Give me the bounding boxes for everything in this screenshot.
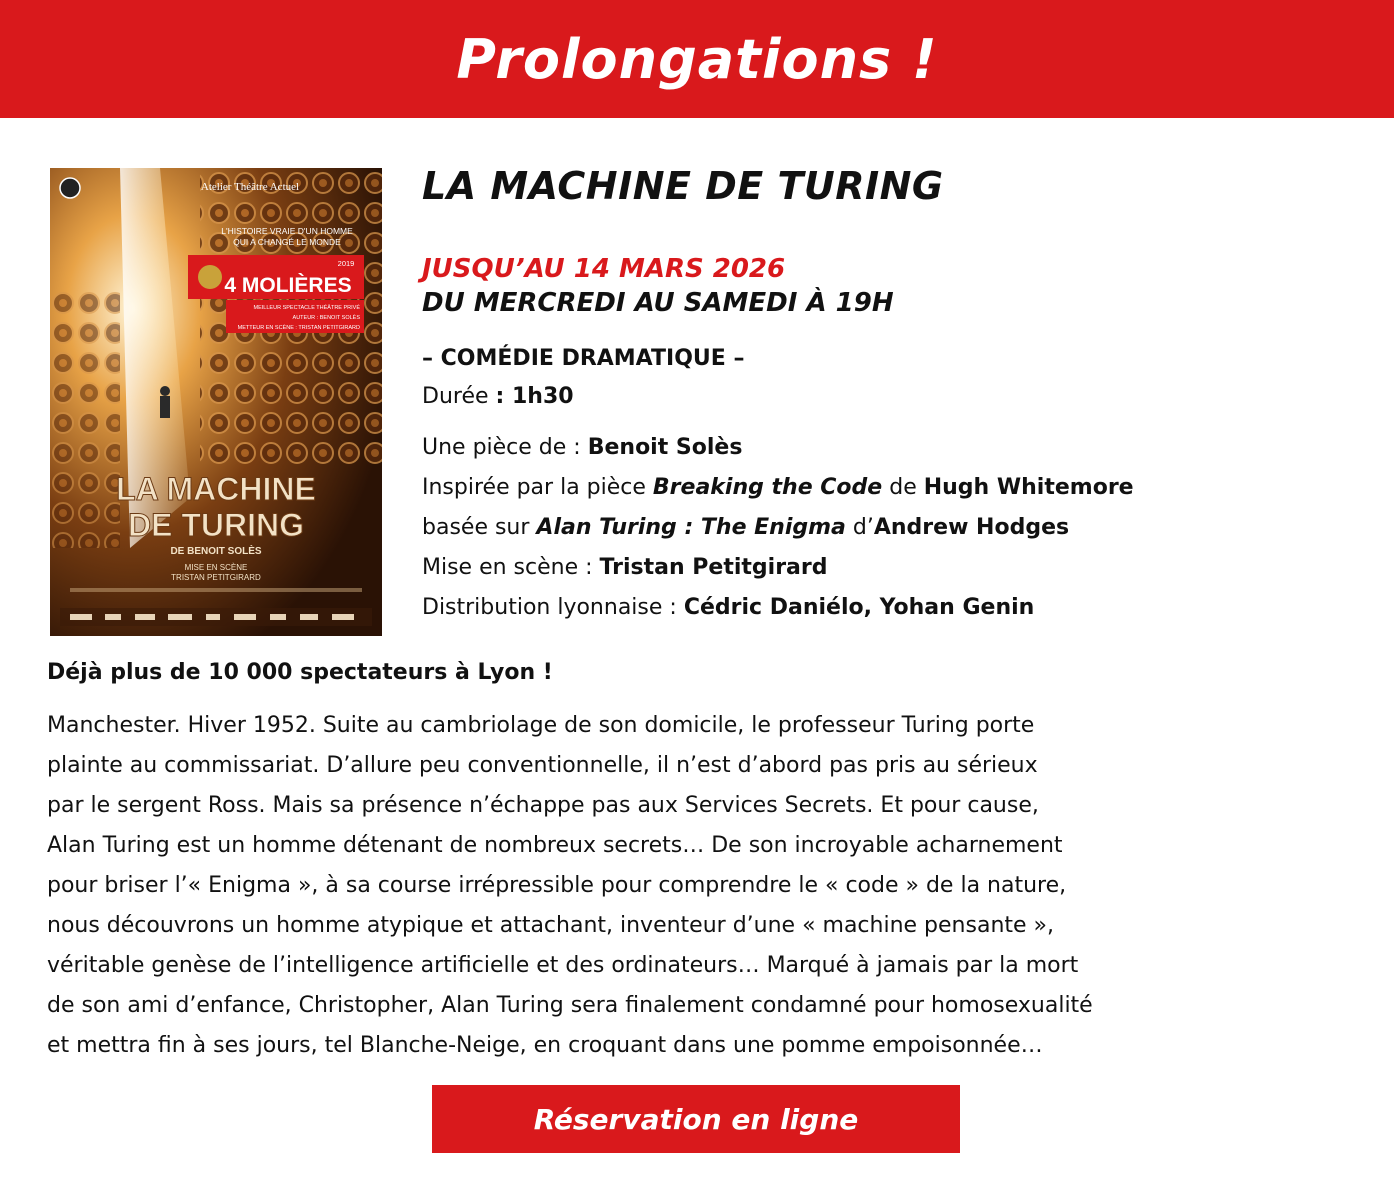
online-booking-label: Réservation en ligne: [533, 1102, 859, 1136]
poster-byline: DE BENOIT SOLÈS: [170, 546, 262, 557]
credit-source-work: Alan Turing : The Enigma: [536, 515, 846, 540]
credit-cast-label: Distribution lyonnaise :: [422, 595, 684, 620]
synopsis-line: de son ami d’enfance, Christopher, Alan Turing sera finalement condamné pour homosexualité: [47, 993, 1093, 1018]
poster-award-line-2: AUTEUR : BENOIT SOLÈS: [292, 315, 360, 321]
credit-author-name: Benoit Solès: [587, 435, 743, 460]
run-end-date: JUSQU’AU 14 MARS 2026: [422, 254, 786, 284]
credit-inspiration: [422, 468, 1372, 508]
credit-author-label: Une pièce de :: [422, 435, 588, 460]
credits-block: [422, 428, 1372, 628]
poster-award-year: 2019: [337, 259, 355, 268]
synopsis-line: pour briser l’« Enigma », à sa course irrépressible pour comprendre le « code » de la nature,: [47, 873, 1067, 898]
poster-direction-line-1: MISE EN SCÈNE: [184, 563, 248, 572]
synopsis-line: plainte au commissariat. D’allure peu conventionnelle, il n’est d’abord pas pris au sérieux: [47, 753, 1038, 778]
audience-highlight: Déjà plus de 10 000 spectateurs à Lyon !: [47, 660, 553, 685]
credit-source-label: basée sur: [422, 515, 537, 540]
moliere-statuette-icon: [198, 265, 222, 289]
show-title: LA MACHINE DE TURING: [422, 164, 944, 208]
online-booking-button[interactable]: [432, 1085, 960, 1153]
banner-title: Prolongations !: [456, 27, 938, 91]
performance-schedule: DU MERCREDI AU SAMEDI À 19H: [422, 288, 894, 318]
poster-tagline-line-2: QUI A CHANGÉ LE MONDE: [233, 237, 341, 247]
synopsis-line: Alan Turing est un homme détenant de nombreux secrets… De son incroyable acharnement: [47, 833, 1063, 858]
credit-source-by: d’: [845, 515, 874, 540]
credit-source: [422, 508, 1372, 548]
poster-award-title: 4 MOLIÈRES: [224, 274, 352, 297]
credit-director-label: Mise en scène :: [422, 555, 600, 580]
poster-direction-line-2: TRISTAN PETITGIRARD: [171, 573, 261, 582]
synopsis-line: par le sergent Ross. Mais sa présence n’échappe pas aux Services Secrets. Et pour cause,: [47, 793, 1039, 818]
poster-title-line-1: LA MACHINE: [116, 471, 316, 507]
duration-value: : 1h30: [495, 384, 574, 409]
credit-inspiration-work: Breaking the Code: [652, 475, 883, 500]
poster-award-line-1: MEILLEUR SPECTACLE THÉÂTRE PRIVÉ: [253, 305, 360, 311]
poster-award-line-3: METTEUR EN SCÈNE : TRISTAN PETITGIRARD: [237, 325, 360, 331]
poster-title-line-2: DE TURING: [128, 507, 304, 543]
synopsis-line: nous découvrons un homme atypique et attachant, inventeur d’une « machine pensante »,: [47, 913, 1054, 938]
duration-label: Durée: [422, 384, 489, 409]
credit-director: [422, 548, 1372, 588]
credit-inspiration-label: Inspirée par la pièce: [422, 475, 653, 500]
poster-theatre-text: Atelier Théâtre Actuel: [200, 181, 300, 193]
credit-inspiration-by: de: [882, 475, 924, 500]
credit-cast-names: Cédric Daniélo, Yohan Genin: [683, 595, 1035, 620]
header-banner: [0, 0, 1394, 118]
poster-figure: [160, 396, 170, 418]
synopsis-line: Manchester. Hiver 1952. Suite au cambriolage de son domicile, le professeur Turing porte: [47, 713, 1035, 738]
show-genre: – COMÉDIE DRAMATIQUE –: [422, 346, 745, 371]
credit-inspiration-author: Hugh Whitemore: [923, 475, 1134, 500]
synopsis: [47, 706, 1347, 1066]
credit-cast: [422, 588, 1372, 628]
show-duration: [422, 378, 1372, 416]
credit-director-name: Tristan Petitgirard: [599, 555, 828, 580]
show-info: [422, 160, 1372, 628]
synopsis-line: et mettra fin à ses jours, tel Blanche-Neige, en croquant dans une pomme empoisonnée…: [47, 1033, 1043, 1058]
show-poster-image: [50, 168, 382, 636]
synopsis-line: véritable genèse de l’intelligence artificielle et des ordinateurs… Marqué à jamais par la mort: [47, 953, 1079, 978]
credit-author: [422, 428, 1372, 468]
credit-source-author: Andrew Hodges: [873, 515, 1070, 540]
poster-tagline-line-1: L'HISTOIRE VRAIE D'UN HOMME: [221, 226, 353, 236]
